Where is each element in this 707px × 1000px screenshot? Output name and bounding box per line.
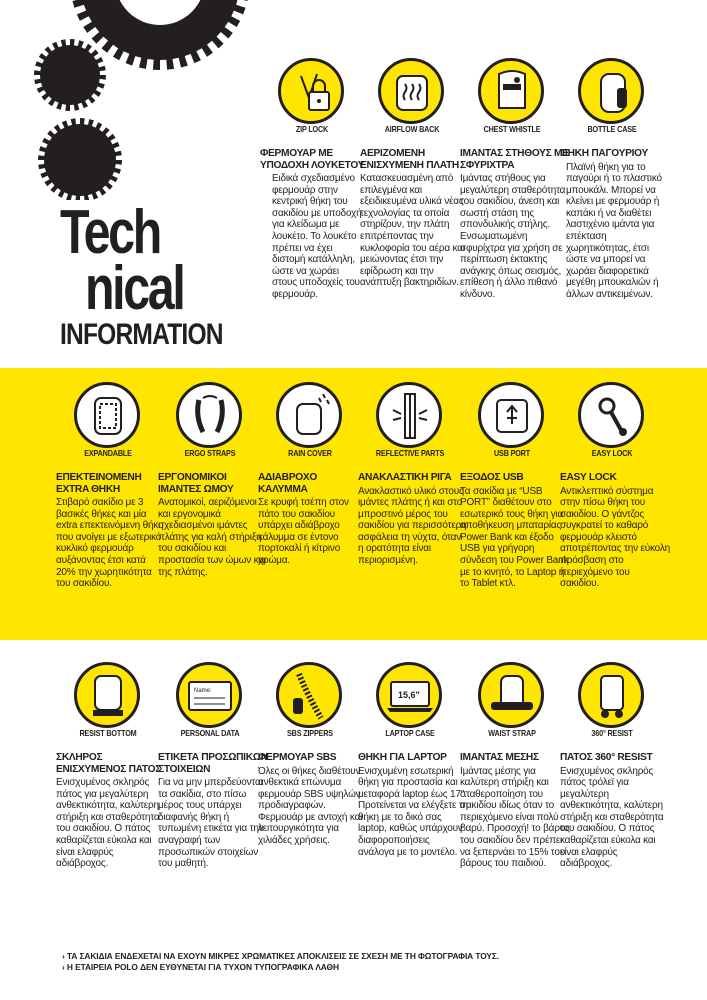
laptop-case-icon bbox=[376, 662, 442, 728]
icon-label: LAPTOP CASE bbox=[385, 728, 435, 738]
feature-title: ΦΕΡΜΟΥΑΡ ΜΕ ΥΠΟΔΟΧΗ ΛΟΥΚΕΤΟΥ bbox=[260, 148, 365, 171]
icon-label: CHEST WHISTLE bbox=[483, 124, 541, 134]
feature-description: Ιμάντας μέσης για καλύτερη στήριξη και σταθεροποίηση του σακιδίου ιδίως όταν το περιεχόμενο είναι πολύ βαρύ. Προσοχή! το βάρος του σακιδίου δεν πρέπει να ξεπερνάει το 15% του βάρους του παιδιού. bbox=[460, 765, 570, 870]
feature-title: ΘΗΚΗ ΠΑΓΟΥΡΙΟΥ bbox=[560, 148, 648, 159]
icon-label: EXPANDABLE bbox=[84, 448, 132, 458]
icon-label: USB PORT bbox=[494, 448, 530, 458]
waist-strap-icon bbox=[478, 662, 544, 728]
feature-bottle-case bbox=[560, 58, 670, 301]
feature-airflow-back bbox=[360, 58, 470, 289]
airflow-back-icon bbox=[378, 58, 444, 124]
feature-title: ΙΜΑΝΤΑΣ ΜΕΣΗΣ bbox=[460, 752, 539, 763]
page-title bbox=[60, 198, 260, 351]
feature-title: ΑΔΙΑΒΡΟΧΟ ΚΑΛΥΜΜΑ bbox=[258, 472, 317, 495]
feature-title: ΘΗΚΗ ΓΙΑ LAPTOP bbox=[358, 752, 447, 763]
footnotes bbox=[62, 951, 662, 973]
feature-title: ΣΚΛΗΡΟΣ ΕΝΙΣΧΥΜΕΝΟΣ ΠΑΤΟΣ bbox=[56, 752, 162, 775]
icon-label: RAIN COVER bbox=[288, 448, 332, 458]
feature-description: Ενισχυμένος σκληρός πάτος για μεγαλύτερη ανθεκτικότητα, καλύτερη στήριξη και σταθερότητα του σακιδίου. Ο πάτος καθαρίζεται εύκολα και είναι ελαφρύς αδιάβροχος. bbox=[56, 777, 160, 870]
personal-data-icon bbox=[176, 662, 242, 728]
laptop-screen-text: 15,6" bbox=[398, 690, 420, 700]
icon-label: EASY LOCK bbox=[591, 448, 633, 458]
resist-360-icon bbox=[578, 662, 644, 728]
gear-shape bbox=[34, 39, 106, 111]
title-line-1: Tech bbox=[60, 198, 160, 267]
feature-title: ΦΕΡΜΟΥΑΡ SBS bbox=[258, 752, 337, 763]
gears-decoration bbox=[0, 0, 260, 200]
title-line-2: nical bbox=[84, 254, 184, 323]
rain-cover-icon bbox=[276, 382, 342, 448]
feature-description: Ενισχυμένη εσωτερική θήκη για προστασία και μεταφορά laptop έως 17". Προτείνεται να ελέγξετε τη θήκη με το δικό σας laptop, καθώς υπάρχουν διαφοροποιήσεις ανάλογα με το μοντέλο. bbox=[358, 765, 468, 858]
icon-label: ZIP LOCK bbox=[295, 124, 329, 134]
feature-description: Για να μην μπερδεύονται τα σακίδια, στο πίσω μέρος τους υπάρχει διαφανής θήκη ή τυπωμένη ετικέτα για την αναγραφή των προσωπικών στοιχείων του μαθητή. bbox=[158, 777, 264, 870]
easy-lock-icon bbox=[578, 382, 644, 448]
feature-resist-bottom bbox=[56, 662, 166, 870]
personal-data-text: Name: bbox=[194, 688, 212, 694]
feature-usb-port bbox=[460, 382, 570, 590]
feature-title: ΕΞΟΔΟΣ USB bbox=[460, 472, 524, 483]
feature-description: Ενισχυμένος σκληρός πάτος τρόλεϊ για μεγαλύτερη ανθεκτικότητα, καλύτερη στήριξη και σταθερότητα του σακιδίου. Ο πάτος καθαρίζεται εύκολα και είναι ελαφρύς αδιάβροχος. bbox=[560, 765, 664, 870]
feature-title: ΕΤΙΚΕΤΑ ΠΡΟΣΩΠΙΚΩΝ ΣΤΟΙΧΕΙΩΝ bbox=[158, 752, 268, 775]
feature-description: Κατασκευασμένη από επιλεγμένα και εξειδικευμένα υλικά νέας τεχνολογίας τα οποία στηρίζουν, την πλάτη επιτρέποντας την κυκλοφορία του αέρα και μειώνοντας έτσι την εφίδρωση και την ανάπτυξη βακτηριδίων. bbox=[360, 173, 465, 289]
lock-icon bbox=[278, 58, 344, 124]
feature-title: ΠΑΤΟΣ 360° RESIST bbox=[560, 752, 653, 763]
feature-description: Ανατομικοί, αεριζόμενοι και εργονομικά σχεδιασμένοι ιμάντες πλάτης για καλή στήριξη του σακιδίου και προστασία των ώμων και της πλάτης. bbox=[158, 497, 266, 578]
feature-description: Αντικλεπτικό σύστημα στην πίσω θήκη του σακιδίου. Ο γάντζος συγκρατεί το καθαρό φερμουάρ κλειστό αποτρέποντας την εύκολη πρόσβαση στο περιεχόμενο του σακιδίου. bbox=[560, 485, 670, 590]
feature-waist-strap bbox=[460, 662, 570, 870]
feature-description: Όλες οι θήκες διαθέτουν ανθεκτικά επώνυμα φερμουάρ SBS υψηλών προδιαγραφών. Φερμουάρ με αντοχή και λειτουργικότητα για χιλιάδες χρήσεις. bbox=[258, 765, 363, 847]
feature-easy-lock bbox=[560, 382, 670, 590]
feature-title: ΕΡΓΟΝΟΜΙΚΟΙ ΙΜΑΝΤΕΣ ΩΜΟΥ bbox=[158, 472, 234, 495]
sbs-zippers-icon bbox=[276, 662, 342, 728]
usb-port-icon bbox=[478, 382, 544, 448]
icon-label: 360° RESIST bbox=[591, 728, 633, 738]
feature-reflective-parts bbox=[358, 382, 468, 567]
feature-zip-lock bbox=[260, 58, 370, 301]
feature-rain-cover bbox=[258, 382, 368, 567]
feature-description: Τα σακίδια με “USB PORT” διαθέτουν στο εσωτερικό τους θήκη για αποθήκευση μπαταρίας Power Bank και έξοδο USB για γρήγορη σύνδεση του Power Bank με το κινητό, το Laptop ή το Tablet κτλ. bbox=[460, 485, 569, 590]
ergo-straps-icon bbox=[176, 382, 242, 448]
feature-laptop-case bbox=[358, 662, 468, 858]
icon-label: REFLECTIVE PARTS bbox=[375, 448, 445, 458]
bottle-case-icon bbox=[578, 58, 644, 124]
feature-360-resist bbox=[560, 662, 670, 870]
feature-description: Σε κρυφή τσέπη στον πάτο του σακιδίου υπάρχει αδιάβροχο κάλυμμα σε έντονο πορτοκαλί ή κίτρινο χρώμα. bbox=[258, 497, 349, 566]
icon-label: AIRFLOW BACK bbox=[384, 124, 440, 134]
resist-bottom-icon bbox=[74, 662, 140, 728]
chest-whistle-icon bbox=[478, 58, 544, 124]
feature-title: EASY LOCK bbox=[560, 472, 617, 483]
icon-label: RESIST BOTTOM bbox=[79, 728, 137, 738]
feature-personal-data bbox=[158, 662, 268, 870]
footnote-1: › ΤΑ ΣΑΚΙΔΙΑ ΕΝΔΕΧΕΤΑΙ ΝΑ ΕΧΟΥΝ ΜΙΚΡΕΣ ΧΡΩΜΑΤΙΚΕΣ ΑΠΟΚΛΙΣΕΙΣ ΣΕ ΣΧΕΣΗ ΜΕ ΤΗ ΦΩΤΟΓΡΑΦΙΑ ΤΟΥΣ. bbox=[62, 951, 500, 961]
feature-title: ΕΠΕΚΤΕΙΝΟΜΕΝΗ EXTRA ΘΗΚΗ bbox=[56, 472, 142, 495]
feature-description: Ιμάντας στήθους για μεγαλύτερη σταθερότητα του σακιδίου, άνεση και σωστή στάση της σπονδυλικής στήλης. Ενσωματωμένη σφυρίχτρα για χρήση σε περίπτωση έκτακτης ανάγκης όπως σεισμός, επίθεση ή άλλο πιθανό κίνδυνο. bbox=[460, 173, 566, 300]
feature-expandable bbox=[56, 382, 166, 590]
footnote-2: › Η ΕΤΑΙΡΕΙΑ POLO ΔΕΝ ΕΥΘΥΝΕΤΑΙ ΓΙΑ ΤΥΧΟΝ ΤΥΠΟΓΡΑΦΙΚΑ ΛΑΘΗ bbox=[62, 962, 339, 972]
feature-title: ΑΕΡΙΖΟΜΕΝΗ ΕΝΙΣΧΥΜΕΝΗ ΠΛΑΤΗ bbox=[360, 148, 459, 171]
feature-title: ΑΝΑΚΛΑΣΤΙΚΗ ΡΙΓΑ bbox=[358, 472, 452, 483]
feature-chest-whistle bbox=[460, 58, 570, 301]
feature-description: Πλαϊνή θήκη για το παγούρι ή το πλαστικό μπουκάλι. Μπορεί να κλείνει με φερμουάρ ή καπάκι ή να διαθέτει λαστιχένιο ιμάντα για επέκταση χωρητικότητας, έτσι ώστε να μπορεί να χωράει διαφορετικά μεγέθη μπουκαλιών ή άλλων αντικειμένων. bbox=[566, 161, 662, 301]
reflective-parts-icon bbox=[376, 382, 442, 448]
icon-label: PERSONAL DATA bbox=[180, 728, 240, 738]
icon-label: SBS ZIPPERS bbox=[287, 728, 333, 738]
feature-description: Ειδικά σχεδιασμένο φερμουάρ στην κεντρική θήκη του σακιδίου με υποδοχή για κλείδωμα με λουκέτο. Το λουκέτο πρέπει να έχει διστομή κατάλληλη, ώστε να χωράει στους υποδοχείς του φερμουάρ. bbox=[272, 173, 362, 300]
feature-ergo-straps bbox=[158, 382, 268, 578]
feature-description: Ανακλαστικό υλικό στους ιμάντες πλάτης ή και στο μπροστινό μέρος του σακιδίου για περισσότερη ασφάλεια τη νύχτα, όταν η ορατότητα είναι περιορισμένη. bbox=[358, 485, 467, 567]
expandable-icon bbox=[74, 382, 140, 448]
title-line-3: INFORMATION bbox=[60, 318, 223, 351]
icon-label: WAIST STRAP bbox=[488, 728, 536, 738]
icon-label: ERGO STRAPS bbox=[184, 448, 236, 458]
icon-label: BOTTLE CASE bbox=[587, 124, 637, 134]
feature-sbs-zippers bbox=[258, 662, 368, 847]
gear-shape bbox=[38, 118, 122, 200]
feature-title: ΙΜΑΝΤΑΣ ΣΤΗΘΟΥΣ ΜΕ ΣΦΥΡΙΧΤΡΑ bbox=[460, 148, 569, 171]
feature-description: Στιβαρό σακίδιο με 3 βασικές θήκες και μία extra επεκτεινόμενη θήκη που ανοίγει με εξωτερικό κυκλικό φερμουάρ αυξάνοντας έτσι κατά 20% την χωρητικότητα του σακιδίου. bbox=[56, 497, 164, 590]
